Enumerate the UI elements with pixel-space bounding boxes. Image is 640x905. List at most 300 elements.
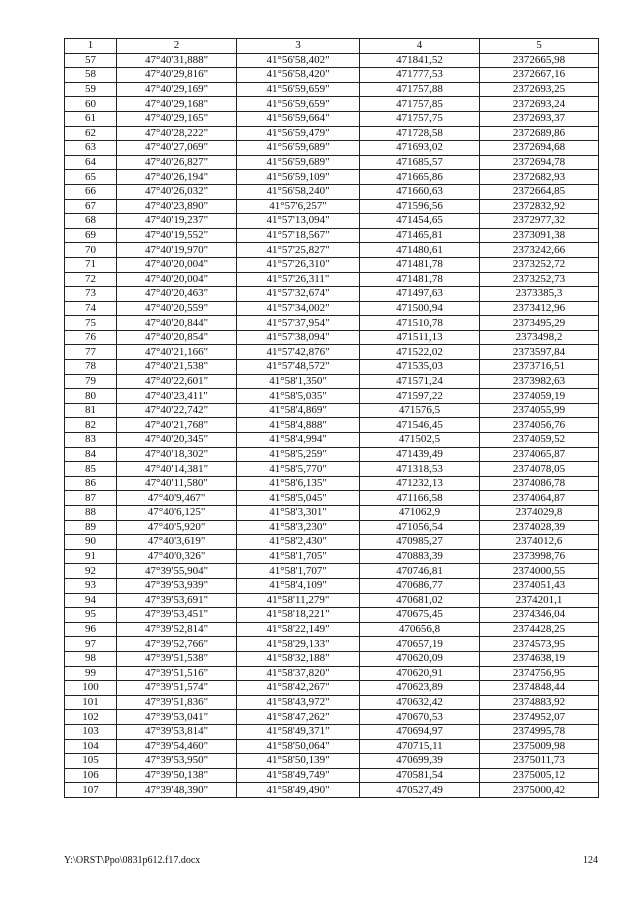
table-row (65, 170, 599, 185)
cell-y: 2372694,68 (480, 141, 599, 156)
table-row (65, 768, 599, 783)
cell-latitude: 47°40'29,165" (117, 111, 237, 126)
cell-point-number: 73 (65, 287, 117, 302)
column-header-y: 5 (480, 39, 599, 54)
table-row (65, 695, 599, 710)
cell-longitude: 41°56'59,664" (237, 111, 360, 126)
cell-point-number: 86 (65, 476, 117, 491)
cell-x: 471571,24 (360, 374, 480, 389)
cell-point-number: 67 (65, 199, 117, 214)
cell-y: 2373412,96 (480, 301, 599, 316)
cell-latitude: 47°40'20,004" (117, 272, 237, 287)
cell-latitude: 47°39'50,138" (117, 768, 237, 783)
cell-x: 471062,9 (360, 506, 480, 521)
cell-y: 2374573,95 (480, 637, 599, 652)
cell-longitude: 41°56'59,109" (237, 170, 360, 185)
cell-longitude: 41°57'37,954" (237, 316, 360, 331)
cell-x: 471693,02 (360, 141, 480, 156)
cell-longitude: 41°58'4,869" (237, 403, 360, 418)
cell-x: 470694,97 (360, 724, 480, 739)
cell-longitude: 41°56'58,240" (237, 184, 360, 199)
cell-latitude: 47°39'51,574" (117, 681, 237, 696)
table-row (65, 403, 599, 418)
cell-y: 2373498,2 (480, 330, 599, 345)
table-row (65, 68, 599, 83)
cell-longitude: 41°56'59,479" (237, 126, 360, 141)
table-row (65, 301, 599, 316)
cell-longitude: 41°58'1,350" (237, 374, 360, 389)
cell-point-number: 68 (65, 214, 117, 229)
cell-latitude: 47°40'23,411" (117, 389, 237, 404)
cell-longitude: 41°58'50,064" (237, 739, 360, 754)
cell-longitude: 41°58'49,490" (237, 783, 360, 798)
cell-y: 2373091,38 (480, 228, 599, 243)
cell-longitude: 41°56'59,659" (237, 97, 360, 112)
cell-longitude: 41°58'5,770" (237, 462, 360, 477)
cell-x: 471497,63 (360, 287, 480, 302)
cell-y: 2374056,76 (480, 418, 599, 433)
cell-longitude: 41°58'5,035" (237, 389, 360, 404)
cell-longitude: 41°58'3,230" (237, 520, 360, 535)
cell-x: 470883,39 (360, 549, 480, 564)
cell-latitude: 47°40'20,345" (117, 433, 237, 448)
cell-latitude: 47°40'21,768" (117, 418, 237, 433)
cell-point-number: 70 (65, 243, 117, 258)
cell-latitude: 47°40'22,742" (117, 403, 237, 418)
cell-latitude: 47°39'54,460" (117, 739, 237, 754)
cell-point-number: 93 (65, 578, 117, 593)
cell-y: 2374064,87 (480, 491, 599, 506)
cell-longitude: 41°57'26,310" (237, 257, 360, 272)
cell-point-number: 101 (65, 695, 117, 710)
cell-x: 470715,11 (360, 739, 480, 754)
cell-y: 2374055,99 (480, 403, 599, 418)
cell-latitude: 47°40'3,619" (117, 535, 237, 550)
cell-point-number: 80 (65, 389, 117, 404)
cell-latitude: 47°39'53,451" (117, 608, 237, 623)
cell-point-number: 60 (65, 97, 117, 112)
cell-longitude: 41°58'2,430" (237, 535, 360, 550)
cell-y: 2375009,98 (480, 739, 599, 754)
cell-point-number: 107 (65, 783, 117, 798)
table-row (65, 637, 599, 652)
cell-y: 2373597,84 (480, 345, 599, 360)
cell-point-number: 63 (65, 141, 117, 156)
cell-x: 471665,86 (360, 170, 480, 185)
cell-x: 470620,09 (360, 651, 480, 666)
cell-x: 471481,78 (360, 257, 480, 272)
cell-latitude: 47°40'14,381" (117, 462, 237, 477)
cell-y: 2373716,51 (480, 360, 599, 375)
cell-longitude: 41°58'18,221" (237, 608, 360, 623)
cell-y: 2374029,8 (480, 506, 599, 521)
cell-latitude: 47°40'18,302" (117, 447, 237, 462)
cell-point-number: 78 (65, 360, 117, 375)
cell-y: 2372693,37 (480, 111, 599, 126)
cell-longitude: 41°57'18,567" (237, 228, 360, 243)
cell-latitude: 47°39'51,538" (117, 651, 237, 666)
cell-longitude: 41°57'6,257" (237, 199, 360, 214)
cell-x: 470623,89 (360, 681, 480, 696)
cell-latitude: 47°39'53,939" (117, 578, 237, 593)
cell-latitude: 47°40'9,467" (117, 491, 237, 506)
cell-point-number: 66 (65, 184, 117, 199)
cell-point-number: 94 (65, 593, 117, 608)
cell-longitude: 41°57'38,094" (237, 330, 360, 345)
cell-y: 2372664,85 (480, 184, 599, 199)
cell-point-number: 90 (65, 535, 117, 550)
table-row (65, 622, 599, 637)
cell-x: 471500,94 (360, 301, 480, 316)
cell-x: 470681,02 (360, 593, 480, 608)
cell-y: 2373495,29 (480, 316, 599, 331)
cell-y: 2374638,19 (480, 651, 599, 666)
cell-latitude: 47°40'29,816" (117, 68, 237, 83)
cell-latitude: 47°40'21,166" (117, 345, 237, 360)
table-row (65, 520, 599, 535)
cell-longitude: 41°58'6,135" (237, 476, 360, 491)
cell-point-number: 79 (65, 374, 117, 389)
cell-x: 470746,81 (360, 564, 480, 579)
cell-x: 470699,39 (360, 754, 480, 769)
cell-longitude: 41°58'49,371" (237, 724, 360, 739)
cell-latitude: 47°40'27,069" (117, 141, 237, 156)
cell-x: 471318,53 (360, 462, 480, 477)
cell-x: 470670,53 (360, 710, 480, 725)
cell-x: 470632,42 (360, 695, 480, 710)
cell-point-number: 77 (65, 345, 117, 360)
table-row (65, 53, 599, 68)
cell-x: 470620,91 (360, 666, 480, 681)
cell-latitude: 47°39'51,516" (117, 666, 237, 681)
cell-latitude: 47°40'20,559" (117, 301, 237, 316)
cell-x: 471535,03 (360, 360, 480, 375)
cell-latitude: 47°40'11,580" (117, 476, 237, 491)
cell-point-number: 75 (65, 316, 117, 331)
cell-y: 2375011,73 (480, 754, 599, 769)
cell-longitude: 41°56'59,689" (237, 155, 360, 170)
cell-longitude: 41°57'48,572" (237, 360, 360, 375)
cell-latitude: 47°40'20,854" (117, 330, 237, 345)
table-row (65, 111, 599, 126)
cell-y: 2372693,25 (480, 82, 599, 97)
table-row (65, 433, 599, 448)
cell-point-number: 102 (65, 710, 117, 725)
table-row (65, 710, 599, 725)
column-header-latitude: 2 (117, 39, 237, 54)
cell-latitude: 47°40'20,844" (117, 316, 237, 331)
cell-point-number: 92 (65, 564, 117, 579)
cell-x: 471439,49 (360, 447, 480, 462)
cell-latitude: 47°40'19,970" (117, 243, 237, 258)
cell-longitude: 41°57'42,876" (237, 345, 360, 360)
cell-x: 471480,61 (360, 243, 480, 258)
cell-point-number: 57 (65, 53, 117, 68)
cell-y: 2374078,05 (480, 462, 599, 477)
cell-longitude: 41°58'32,188" (237, 651, 360, 666)
cell-y: 2372689,86 (480, 126, 599, 141)
cell-point-number: 82 (65, 418, 117, 433)
cell-latitude: 47°40'20,004" (117, 257, 237, 272)
table-row (65, 608, 599, 623)
cell-y: 2374756,95 (480, 666, 599, 681)
cell-point-number: 96 (65, 622, 117, 637)
table-row (65, 724, 599, 739)
cell-x: 471596,56 (360, 199, 480, 214)
cell-latitude: 47°39'53,950" (117, 754, 237, 769)
table-header-row (65, 39, 599, 54)
cell-point-number: 64 (65, 155, 117, 170)
cell-x: 470581,54 (360, 768, 480, 783)
table-row (65, 754, 599, 769)
cell-y: 2372665,98 (480, 53, 599, 68)
table-row (65, 257, 599, 272)
cell-y: 2375000,42 (480, 783, 599, 798)
cell-y: 2372682,93 (480, 170, 599, 185)
table-row (65, 549, 599, 564)
cell-y: 2374428,25 (480, 622, 599, 637)
cell-longitude: 41°56'58,420" (237, 68, 360, 83)
cell-y: 2372693,24 (480, 97, 599, 112)
cell-longitude: 41°58'47,262" (237, 710, 360, 725)
footer-file-path: Y:\ORST\Ppo\0831p612.f17.docx (64, 855, 201, 866)
cell-y: 2374201,1 (480, 593, 599, 608)
table-row (65, 564, 599, 579)
cell-point-number: 103 (65, 724, 117, 739)
cell-longitude: 41°58'4,994" (237, 433, 360, 448)
cell-point-number: 61 (65, 111, 117, 126)
cell-latitude: 47°39'53,041" (117, 710, 237, 725)
cell-longitude: 41°57'32,674" (237, 287, 360, 302)
coordinates-table (64, 38, 599, 798)
table-row (65, 272, 599, 287)
cell-longitude: 41°56'58,402" (237, 53, 360, 68)
cell-latitude: 47°40'5,920" (117, 520, 237, 535)
cell-x: 471510,78 (360, 316, 480, 331)
cell-y: 2374346,04 (480, 608, 599, 623)
table-row (65, 155, 599, 170)
cell-longitude: 41°56'59,659" (237, 82, 360, 97)
cell-y: 2374012,6 (480, 535, 599, 550)
cell-point-number: 76 (65, 330, 117, 345)
cell-longitude: 41°57'34,002" (237, 301, 360, 316)
cell-x: 470657,19 (360, 637, 480, 652)
cell-y: 2373252,73 (480, 272, 599, 287)
cell-x: 470656,8 (360, 622, 480, 637)
cell-latitude: 47°39'52,814" (117, 622, 237, 637)
cell-point-number: 59 (65, 82, 117, 97)
cell-latitude: 47°39'55,904" (117, 564, 237, 579)
cell-x: 471511,13 (360, 330, 480, 345)
cell-y: 2373998,76 (480, 549, 599, 564)
cell-longitude: 41°58'37,820" (237, 666, 360, 681)
table-row (65, 287, 599, 302)
cell-point-number: 83 (65, 433, 117, 448)
table-row (65, 374, 599, 389)
cell-x: 471597,22 (360, 389, 480, 404)
table-row (65, 593, 599, 608)
cell-latitude: 47°40'29,169" (117, 82, 237, 97)
column-header-longitude: 3 (237, 39, 360, 54)
cell-longitude: 41°57'26,311" (237, 272, 360, 287)
cell-latitude: 47°40'26,827" (117, 155, 237, 170)
cell-latitude: 47°40'22,601" (117, 374, 237, 389)
table-row (65, 316, 599, 331)
footer-page-number: 124 (583, 855, 598, 866)
cell-y: 2372667,16 (480, 68, 599, 83)
cell-longitude: 41°58'29,133" (237, 637, 360, 652)
cell-longitude: 41°58'3,301" (237, 506, 360, 521)
cell-point-number: 62 (65, 126, 117, 141)
cell-x: 471056,54 (360, 520, 480, 535)
table-row (65, 141, 599, 156)
cell-point-number: 74 (65, 301, 117, 316)
cell-latitude: 47°40'6,125" (117, 506, 237, 521)
table-row (65, 578, 599, 593)
table-row (65, 681, 599, 696)
cell-x: 471522,02 (360, 345, 480, 360)
cell-y: 2374059,52 (480, 433, 599, 448)
cell-longitude: 41°58'4,109" (237, 578, 360, 593)
cell-x: 471728,58 (360, 126, 480, 141)
cell-x: 470527,49 (360, 783, 480, 798)
cell-x: 471232,13 (360, 476, 480, 491)
cell-y: 2372832,92 (480, 199, 599, 214)
cell-longitude: 41°58'4,888" (237, 418, 360, 433)
cell-point-number: 106 (65, 768, 117, 783)
cell-y: 2374952,07 (480, 710, 599, 725)
cell-longitude: 41°58'49,749" (237, 768, 360, 783)
table-row (65, 360, 599, 375)
table-row (65, 476, 599, 491)
cell-y: 2374995,78 (480, 724, 599, 739)
cell-longitude: 41°58'1,705" (237, 549, 360, 564)
cell-y: 2374028,39 (480, 520, 599, 535)
cell-x: 471660,63 (360, 184, 480, 199)
cell-point-number: 58 (65, 68, 117, 83)
table-row (65, 199, 599, 214)
cell-y: 2374065,87 (480, 447, 599, 462)
table-row (65, 82, 599, 97)
cell-x: 471166,58 (360, 491, 480, 506)
cell-x: 471841,52 (360, 53, 480, 68)
cell-longitude: 41°58'5,045" (237, 491, 360, 506)
table-row (65, 345, 599, 360)
cell-point-number: 88 (65, 506, 117, 521)
table-row (65, 535, 599, 550)
cell-latitude: 47°40'20,463" (117, 287, 237, 302)
cell-latitude: 47°40'19,237" (117, 214, 237, 229)
cell-x: 471454,65 (360, 214, 480, 229)
table-row (65, 330, 599, 345)
table-row (65, 184, 599, 199)
cell-point-number: 71 (65, 257, 117, 272)
cell-longitude: 41°56'59,689" (237, 141, 360, 156)
cell-latitude: 47°40'19,552" (117, 228, 237, 243)
cell-point-number: 85 (65, 462, 117, 477)
cell-point-number: 104 (65, 739, 117, 754)
table-row (65, 506, 599, 521)
cell-y: 2373982,63 (480, 374, 599, 389)
cell-latitude: 47°40'21,538" (117, 360, 237, 375)
cell-longitude: 41°58'1,707" (237, 564, 360, 579)
cell-y: 2372977,32 (480, 214, 599, 229)
table-row (65, 491, 599, 506)
column-header-number: 1 (65, 39, 117, 54)
cell-latitude: 47°39'53,691" (117, 593, 237, 608)
cell-x: 471502,5 (360, 433, 480, 448)
cell-y: 2373385,3 (480, 287, 599, 302)
cell-y: 2373242,66 (480, 243, 599, 258)
table-row (65, 389, 599, 404)
cell-y: 2374086,78 (480, 476, 599, 491)
cell-point-number: 65 (65, 170, 117, 185)
cell-latitude: 47°40'28,222" (117, 126, 237, 141)
cell-point-number: 97 (65, 637, 117, 652)
cell-y: 2374051,43 (480, 578, 599, 593)
cell-x: 471685,57 (360, 155, 480, 170)
cell-point-number: 95 (65, 608, 117, 623)
table-row (65, 243, 599, 258)
cell-x: 471546,45 (360, 418, 480, 433)
cell-latitude: 47°40'23,890" (117, 199, 237, 214)
cell-latitude: 47°40'26,032" (117, 184, 237, 199)
cell-point-number: 87 (65, 491, 117, 506)
cell-longitude: 41°58'50,139" (237, 754, 360, 769)
cell-latitude: 47°39'51,836" (117, 695, 237, 710)
cell-latitude: 47°40'26,194" (117, 170, 237, 185)
table-row (65, 447, 599, 462)
table-row (65, 651, 599, 666)
cell-point-number: 72 (65, 272, 117, 287)
cell-point-number: 105 (65, 754, 117, 769)
cell-point-number: 100 (65, 681, 117, 696)
cell-point-number: 99 (65, 666, 117, 681)
cell-point-number: 69 (65, 228, 117, 243)
table-row (65, 666, 599, 681)
cell-point-number: 89 (65, 520, 117, 535)
cell-latitude: 47°39'53,814" (117, 724, 237, 739)
table-row (65, 214, 599, 229)
cell-x: 470675,45 (360, 608, 480, 623)
cell-longitude: 41°57'25,827" (237, 243, 360, 258)
cell-point-number: 81 (65, 403, 117, 418)
table-body (65, 53, 599, 797)
table-row (65, 228, 599, 243)
cell-latitude: 47°40'0,326" (117, 549, 237, 564)
cell-y: 2372694,78 (480, 155, 599, 170)
cell-latitude: 47°39'52,766" (117, 637, 237, 652)
cell-point-number: 84 (65, 447, 117, 462)
column-header-x: 4 (360, 39, 480, 54)
cell-x: 470686,77 (360, 578, 480, 593)
table-row (65, 462, 599, 477)
cell-longitude: 41°58'11,279" (237, 593, 360, 608)
cell-y: 2375005,12 (480, 768, 599, 783)
cell-x: 471481,78 (360, 272, 480, 287)
cell-y: 2374000,55 (480, 564, 599, 579)
cell-longitude: 41°58'43,972" (237, 695, 360, 710)
cell-latitude: 47°39'48,390" (117, 783, 237, 798)
cell-latitude: 47°40'31,888" (117, 53, 237, 68)
cell-x: 471757,88 (360, 82, 480, 97)
cell-x: 470985,27 (360, 535, 480, 550)
cell-x: 471465,81 (360, 228, 480, 243)
cell-x: 471757,75 (360, 111, 480, 126)
table-row (65, 418, 599, 433)
cell-latitude: 47°40'29,168" (117, 97, 237, 112)
table-row (65, 126, 599, 141)
